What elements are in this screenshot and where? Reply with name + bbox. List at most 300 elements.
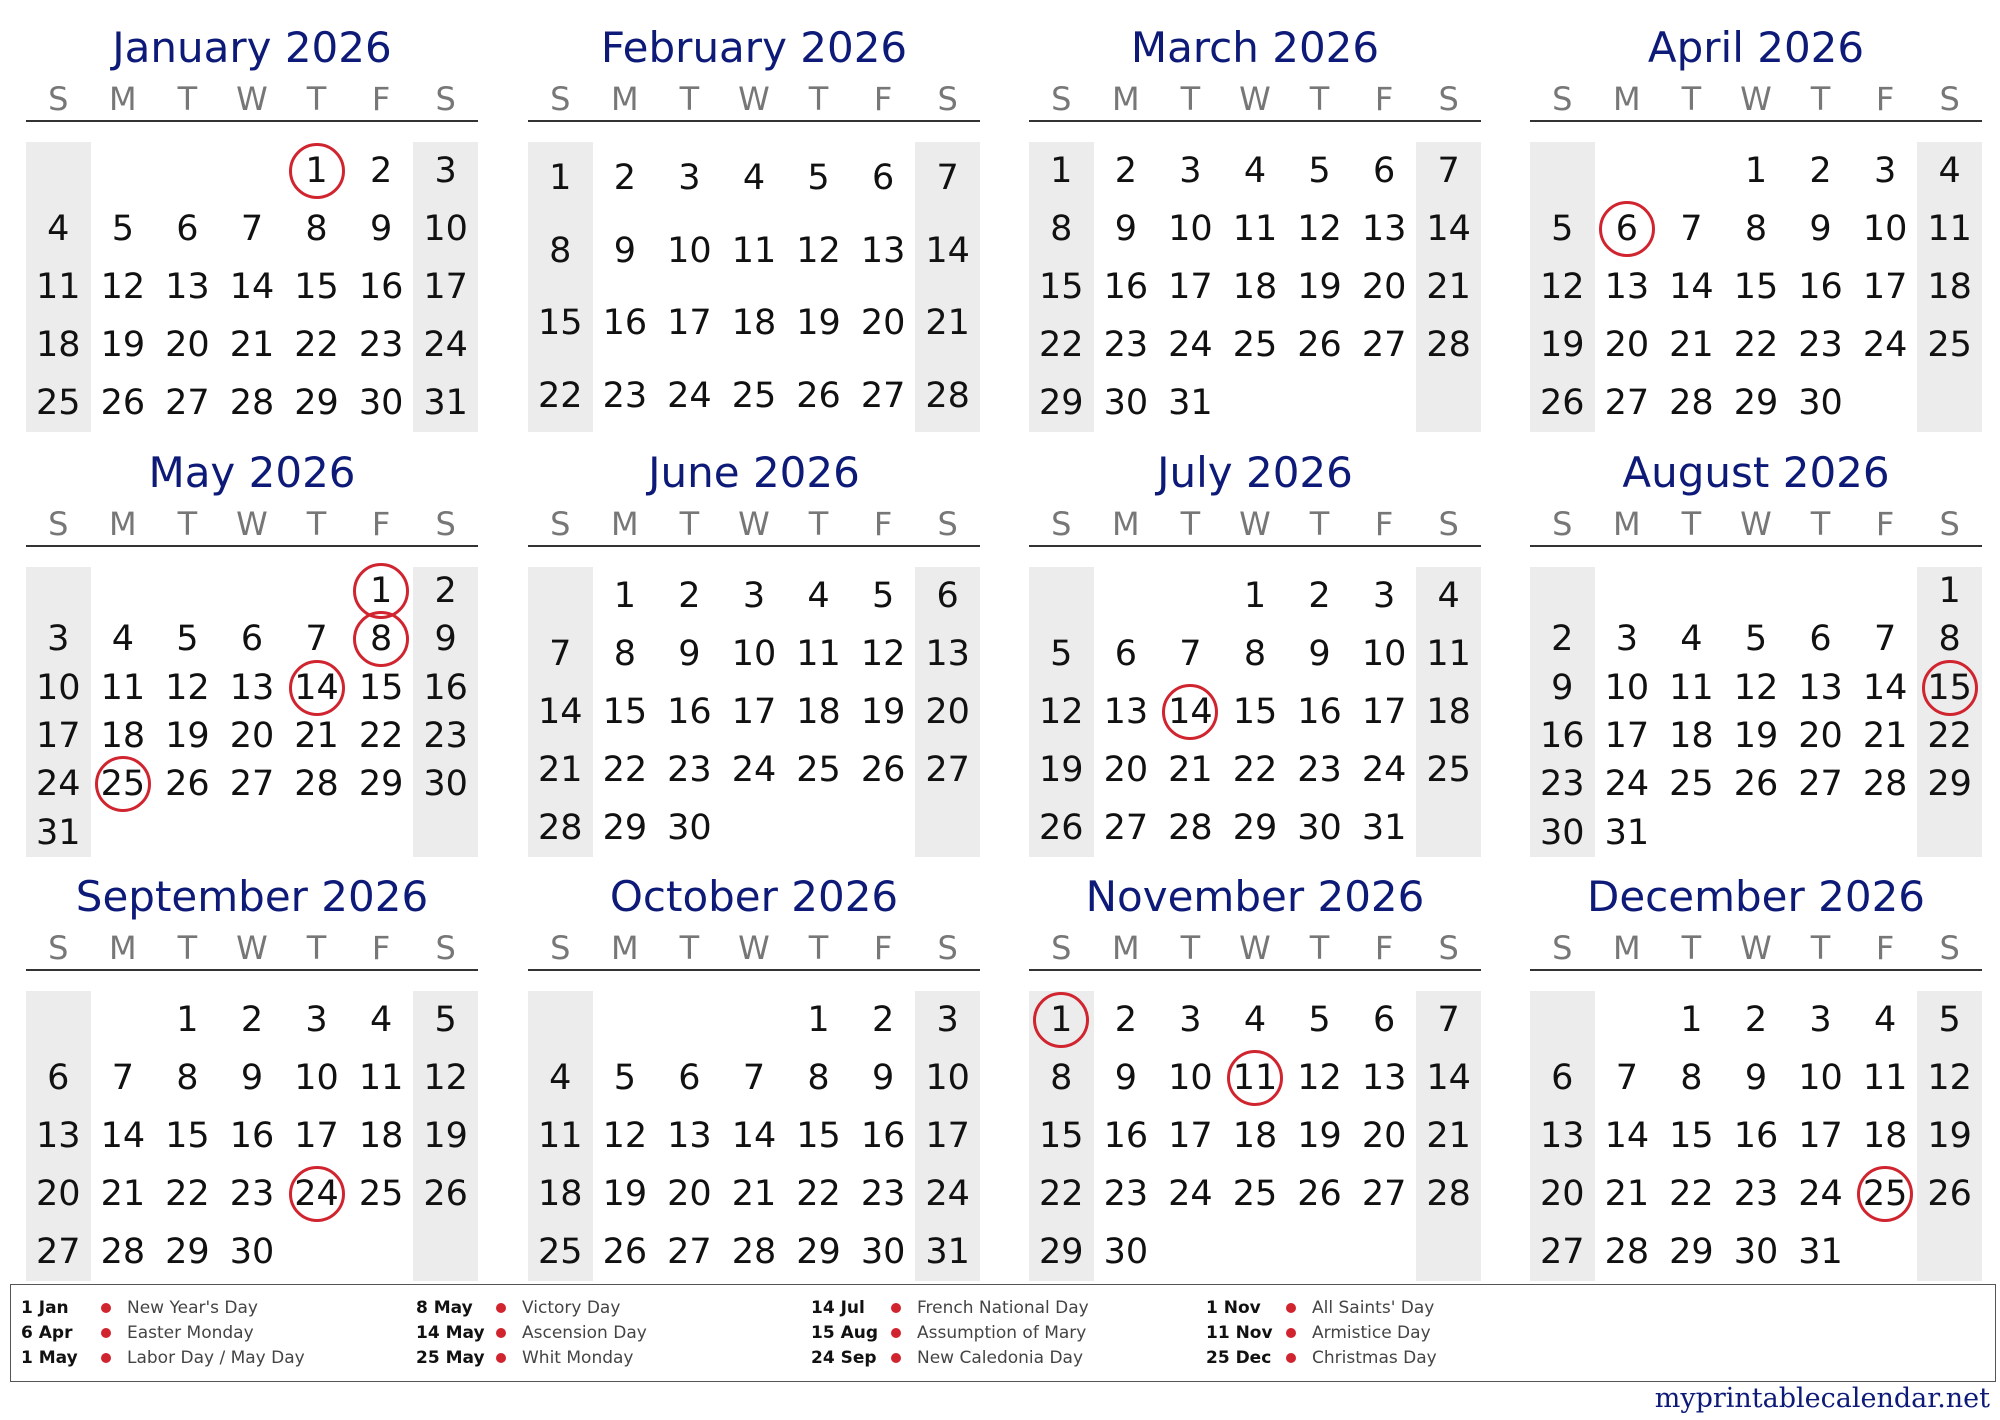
- day-cell[interactable]: [915, 1223, 980, 1281]
- day-cell[interactable]: [915, 741, 980, 799]
- day-cell[interactable]: [1659, 1107, 1724, 1165]
- day-cell[interactable]: [349, 258, 414, 316]
- day-cell[interactable]: [1917, 142, 1982, 200]
- day-cell[interactable]: [1094, 1049, 1159, 1107]
- day-cell[interactable]: [220, 1049, 285, 1107]
- day-cell[interactable]: [851, 1223, 916, 1281]
- day-cell[interactable]: [349, 1107, 414, 1165]
- day-cell[interactable]: [155, 316, 220, 374]
- day-cell[interactable]: [349, 712, 414, 760]
- day-cell[interactable]: [1853, 664, 1918, 712]
- day-cell[interactable]: [155, 200, 220, 258]
- day-cell[interactable]: [155, 664, 220, 712]
- day-cell[interactable]: [91, 316, 156, 374]
- day-cell[interactable]: [1094, 142, 1159, 200]
- day-cell[interactable]: [1788, 760, 1853, 808]
- day-cell[interactable]: [1223, 142, 1288, 200]
- day-cell[interactable]: [413, 142, 478, 200]
- day-cell[interactable]: [593, 1223, 658, 1281]
- day-cell[interactable]: [528, 1223, 593, 1281]
- day-cell[interactable]: [1094, 1223, 1159, 1281]
- day-cell[interactable]: [413, 1165, 478, 1223]
- day-cell[interactable]: [284, 258, 349, 316]
- holiday-day-cell[interactable]: [349, 615, 414, 663]
- day-cell[interactable]: [851, 215, 916, 288]
- day-cell[interactable]: [349, 142, 414, 200]
- day-cell[interactable]: [1158, 1049, 1223, 1107]
- day-cell[interactable]: [1595, 1223, 1660, 1281]
- day-cell[interactable]: [155, 1107, 220, 1165]
- day-cell[interactable]: [1094, 741, 1159, 799]
- day-cell[interactable]: [284, 1049, 349, 1107]
- day-cell[interactable]: [593, 799, 658, 857]
- day-cell[interactable]: [1223, 741, 1288, 799]
- day-cell[interactable]: [1595, 316, 1660, 374]
- day-cell[interactable]: [528, 142, 593, 215]
- day-cell[interactable]: [1352, 1107, 1417, 1165]
- day-cell[interactable]: [220, 760, 285, 808]
- day-cell[interactable]: [657, 1165, 722, 1223]
- day-cell[interactable]: [1917, 712, 1982, 760]
- day-cell[interactable]: [26, 1107, 91, 1165]
- day-cell[interactable]: [1788, 1049, 1853, 1107]
- day-cell[interactable]: [1094, 799, 1159, 857]
- day-cell[interactable]: [786, 741, 851, 799]
- day-cell[interactable]: [593, 1165, 658, 1223]
- day-cell[interactable]: [1917, 991, 1982, 1049]
- holiday-day-cell[interactable]: [91, 760, 156, 808]
- day-cell[interactable]: [786, 1049, 851, 1107]
- day-cell[interactable]: [91, 1165, 156, 1223]
- day-cell[interactable]: [1724, 258, 1789, 316]
- day-cell[interactable]: [1788, 1165, 1853, 1223]
- day-cell[interactable]: [1788, 1107, 1853, 1165]
- day-cell[interactable]: [349, 1165, 414, 1223]
- day-cell[interactable]: [1287, 625, 1352, 683]
- day-cell[interactable]: [786, 142, 851, 215]
- day-cell[interactable]: [1788, 374, 1853, 432]
- day-cell[interactable]: [1416, 567, 1481, 625]
- day-cell[interactable]: [528, 799, 593, 857]
- day-cell[interactable]: [657, 1223, 722, 1281]
- day-cell[interactable]: [1530, 1165, 1595, 1223]
- day-cell[interactable]: [851, 1107, 916, 1165]
- day-cell[interactable]: [851, 1165, 916, 1223]
- day-cell[interactable]: [91, 258, 156, 316]
- day-cell[interactable]: [593, 1049, 658, 1107]
- day-cell[interactable]: [1530, 760, 1595, 808]
- day-cell[interactable]: [851, 360, 916, 433]
- day-cell[interactable]: [1416, 142, 1481, 200]
- day-cell[interactable]: [1595, 258, 1660, 316]
- day-cell[interactable]: [349, 200, 414, 258]
- day-cell[interactable]: [722, 1049, 787, 1107]
- day-cell[interactable]: [1416, 200, 1481, 258]
- day-cell[interactable]: [915, 360, 980, 433]
- day-cell[interactable]: [26, 1165, 91, 1223]
- day-cell[interactable]: [1853, 1107, 1918, 1165]
- day-cell[interactable]: [1724, 1223, 1789, 1281]
- day-cell[interactable]: [1223, 1107, 1288, 1165]
- day-cell[interactable]: [1158, 1165, 1223, 1223]
- day-cell[interactable]: [413, 374, 478, 432]
- day-cell[interactable]: [1416, 1049, 1481, 1107]
- day-cell[interactable]: [1287, 258, 1352, 316]
- day-cell[interactable]: [1788, 712, 1853, 760]
- day-cell[interactable]: [91, 664, 156, 712]
- day-cell[interactable]: [593, 1107, 658, 1165]
- day-cell[interactable]: [1352, 1165, 1417, 1223]
- day-cell[interactable]: [915, 1049, 980, 1107]
- day-cell[interactable]: [1158, 1107, 1223, 1165]
- day-cell[interactable]: [722, 287, 787, 360]
- day-cell[interactable]: [1724, 1165, 1789, 1223]
- day-cell[interactable]: [220, 1107, 285, 1165]
- day-cell[interactable]: [1853, 712, 1918, 760]
- day-cell[interactable]: [851, 625, 916, 683]
- day-cell[interactable]: [851, 142, 916, 215]
- day-cell[interactable]: [1530, 374, 1595, 432]
- day-cell[interactable]: [1352, 142, 1417, 200]
- day-cell[interactable]: [915, 991, 980, 1049]
- day-cell[interactable]: [1595, 809, 1660, 857]
- holiday-day-cell[interactable]: [1158, 683, 1223, 741]
- day-cell[interactable]: [1158, 316, 1223, 374]
- day-cell[interactable]: [1853, 142, 1918, 200]
- day-cell[interactable]: [26, 809, 91, 857]
- day-cell[interactable]: [915, 215, 980, 288]
- day-cell[interactable]: [1595, 1049, 1660, 1107]
- day-cell[interactable]: [915, 142, 980, 215]
- day-cell[interactable]: [851, 287, 916, 360]
- day-cell[interactable]: [1287, 1049, 1352, 1107]
- day-cell[interactable]: [1287, 799, 1352, 857]
- holiday-day-cell[interactable]: [284, 1165, 349, 1223]
- day-cell[interactable]: [1724, 316, 1789, 374]
- day-cell[interactable]: [220, 712, 285, 760]
- day-cell[interactable]: [1595, 712, 1660, 760]
- day-cell[interactable]: [1416, 1165, 1481, 1223]
- holiday-day-cell[interactable]: [1917, 664, 1982, 712]
- day-cell[interactable]: [1223, 625, 1288, 683]
- day-cell[interactable]: [1788, 258, 1853, 316]
- day-cell[interactable]: [1094, 1107, 1159, 1165]
- day-cell[interactable]: [593, 287, 658, 360]
- day-cell[interactable]: [1223, 316, 1288, 374]
- day-cell[interactable]: [284, 374, 349, 432]
- day-cell[interactable]: [657, 741, 722, 799]
- day-cell[interactable]: [1595, 664, 1660, 712]
- day-cell[interactable]: [1917, 200, 1982, 258]
- day-cell[interactable]: [413, 258, 478, 316]
- day-cell[interactable]: [413, 200, 478, 258]
- day-cell[interactable]: [155, 760, 220, 808]
- day-cell[interactable]: [593, 215, 658, 288]
- day-cell[interactable]: [155, 712, 220, 760]
- day-cell[interactable]: [1530, 809, 1595, 857]
- day-cell[interactable]: [1287, 567, 1352, 625]
- day-cell[interactable]: [1659, 1223, 1724, 1281]
- day-cell[interactable]: [786, 683, 851, 741]
- day-cell[interactable]: [349, 760, 414, 808]
- day-cell[interactable]: [786, 287, 851, 360]
- day-cell[interactable]: [1352, 741, 1417, 799]
- day-cell[interactable]: [220, 615, 285, 663]
- holiday-day-cell[interactable]: [1853, 1165, 1918, 1223]
- day-cell[interactable]: [413, 1049, 478, 1107]
- day-cell[interactable]: [657, 1107, 722, 1165]
- day-cell[interactable]: [1094, 200, 1159, 258]
- day-cell[interactable]: [349, 664, 414, 712]
- day-cell[interactable]: [1029, 142, 1094, 200]
- day-cell[interactable]: [1416, 258, 1481, 316]
- day-cell[interactable]: [915, 567, 980, 625]
- day-cell[interactable]: [284, 200, 349, 258]
- day-cell[interactable]: [593, 683, 658, 741]
- day-cell[interactable]: [349, 316, 414, 374]
- day-cell[interactable]: [1917, 1049, 1982, 1107]
- day-cell[interactable]: [1788, 142, 1853, 200]
- day-cell[interactable]: [1223, 991, 1288, 1049]
- day-cell[interactable]: [284, 316, 349, 374]
- day-cell[interactable]: [1029, 1165, 1094, 1223]
- day-cell[interactable]: [1530, 1049, 1595, 1107]
- day-cell[interactable]: [722, 1223, 787, 1281]
- day-cell[interactable]: [1223, 200, 1288, 258]
- day-cell[interactable]: [1595, 760, 1660, 808]
- day-cell[interactable]: [26, 1223, 91, 1281]
- day-cell[interactable]: [220, 200, 285, 258]
- day-cell[interactable]: [1724, 615, 1789, 663]
- day-cell[interactable]: [1659, 615, 1724, 663]
- day-cell[interactable]: [1094, 316, 1159, 374]
- day-cell[interactable]: [413, 760, 478, 808]
- day-cell[interactable]: [1788, 316, 1853, 374]
- day-cell[interactable]: [528, 1107, 593, 1165]
- day-cell[interactable]: [915, 625, 980, 683]
- day-cell[interactable]: [413, 664, 478, 712]
- day-cell[interactable]: [786, 625, 851, 683]
- day-cell[interactable]: [786, 991, 851, 1049]
- site-credit[interactable]: myprintablecalendar.net: [1654, 1383, 1990, 1414]
- day-cell[interactable]: [1029, 1049, 1094, 1107]
- day-cell[interactable]: [1287, 683, 1352, 741]
- day-cell[interactable]: [1287, 142, 1352, 200]
- day-cell[interactable]: [786, 567, 851, 625]
- day-cell[interactable]: [91, 1107, 156, 1165]
- day-cell[interactable]: [657, 799, 722, 857]
- day-cell[interactable]: [284, 1107, 349, 1165]
- day-cell[interactable]: [1094, 683, 1159, 741]
- day-cell[interactable]: [1352, 683, 1417, 741]
- day-cell[interactable]: [1029, 1107, 1094, 1165]
- day-cell[interactable]: [1595, 1107, 1660, 1165]
- day-cell[interactable]: [220, 1165, 285, 1223]
- day-cell[interactable]: [851, 683, 916, 741]
- day-cell[interactable]: [1595, 374, 1660, 432]
- day-cell[interactable]: [26, 664, 91, 712]
- holiday-day-cell[interactable]: [1595, 200, 1660, 258]
- day-cell[interactable]: [1530, 200, 1595, 258]
- day-cell[interactable]: [1094, 1165, 1159, 1223]
- day-cell[interactable]: [1595, 1165, 1660, 1223]
- day-cell[interactable]: [1158, 799, 1223, 857]
- day-cell[interactable]: [1724, 712, 1789, 760]
- day-cell[interactable]: [1724, 1049, 1789, 1107]
- day-cell[interactable]: [1853, 991, 1918, 1049]
- day-cell[interactable]: [1094, 258, 1159, 316]
- day-cell[interactable]: [220, 374, 285, 432]
- holiday-day-cell[interactable]: [284, 664, 349, 712]
- day-cell[interactable]: [284, 991, 349, 1049]
- day-cell[interactable]: [1659, 760, 1724, 808]
- day-cell[interactable]: [284, 615, 349, 663]
- day-cell[interactable]: [26, 374, 91, 432]
- day-cell[interactable]: [1853, 615, 1918, 663]
- day-cell[interactable]: [284, 712, 349, 760]
- day-cell[interactable]: [722, 567, 787, 625]
- day-cell[interactable]: [349, 991, 414, 1049]
- day-cell[interactable]: [26, 258, 91, 316]
- day-cell[interactable]: [1788, 200, 1853, 258]
- day-cell[interactable]: [1287, 1107, 1352, 1165]
- day-cell[interactable]: [1530, 258, 1595, 316]
- day-cell[interactable]: [593, 741, 658, 799]
- day-cell[interactable]: [657, 360, 722, 433]
- day-cell[interactable]: [155, 615, 220, 663]
- day-cell[interactable]: [1724, 200, 1789, 258]
- day-cell[interactable]: [220, 258, 285, 316]
- day-cell[interactable]: [413, 712, 478, 760]
- day-cell[interactable]: [1724, 991, 1789, 1049]
- day-cell[interactable]: [1287, 1165, 1352, 1223]
- day-cell[interactable]: [413, 567, 478, 615]
- day-cell[interactable]: [1287, 200, 1352, 258]
- day-cell[interactable]: [1352, 625, 1417, 683]
- day-cell[interactable]: [657, 1049, 722, 1107]
- day-cell[interactable]: [851, 991, 916, 1049]
- day-cell[interactable]: [528, 1165, 593, 1223]
- day-cell[interactable]: [1853, 200, 1918, 258]
- day-cell[interactable]: [528, 287, 593, 360]
- day-cell[interactable]: [1352, 200, 1417, 258]
- day-cell[interactable]: [1416, 741, 1481, 799]
- day-cell[interactable]: [26, 760, 91, 808]
- day-cell[interactable]: [1223, 683, 1288, 741]
- day-cell[interactable]: [1917, 258, 1982, 316]
- day-cell[interactable]: [1530, 316, 1595, 374]
- day-cell[interactable]: [1788, 1223, 1853, 1281]
- day-cell[interactable]: [1029, 741, 1094, 799]
- day-cell[interactable]: [155, 1165, 220, 1223]
- day-cell[interactable]: [155, 1049, 220, 1107]
- day-cell[interactable]: [349, 374, 414, 432]
- day-cell[interactable]: [1158, 200, 1223, 258]
- day-cell[interactable]: [1659, 712, 1724, 760]
- day-cell[interactable]: [1659, 374, 1724, 432]
- day-cell[interactable]: [1659, 664, 1724, 712]
- day-cell[interactable]: [1029, 258, 1094, 316]
- day-cell[interactable]: [413, 1107, 478, 1165]
- day-cell[interactable]: [657, 567, 722, 625]
- day-cell[interactable]: [1158, 625, 1223, 683]
- day-cell[interactable]: [1659, 991, 1724, 1049]
- day-cell[interactable]: [1352, 258, 1417, 316]
- day-cell[interactable]: [657, 215, 722, 288]
- day-cell[interactable]: [1029, 374, 1094, 432]
- day-cell[interactable]: [1659, 316, 1724, 374]
- day-cell[interactable]: [91, 1223, 156, 1281]
- day-cell[interactable]: [528, 625, 593, 683]
- day-cell[interactable]: [915, 1165, 980, 1223]
- day-cell[interactable]: [220, 664, 285, 712]
- day-cell[interactable]: [284, 760, 349, 808]
- day-cell[interactable]: [26, 615, 91, 663]
- day-cell[interactable]: [915, 683, 980, 741]
- day-cell[interactable]: [1223, 1165, 1288, 1223]
- day-cell[interactable]: [1029, 316, 1094, 374]
- day-cell[interactable]: [91, 712, 156, 760]
- day-cell[interactable]: [1853, 760, 1918, 808]
- day-cell[interactable]: [593, 567, 658, 625]
- day-cell[interactable]: [528, 683, 593, 741]
- day-cell[interactable]: [1530, 615, 1595, 663]
- day-cell[interactable]: [593, 360, 658, 433]
- day-cell[interactable]: [593, 142, 658, 215]
- day-cell[interactable]: [1853, 316, 1918, 374]
- day-cell[interactable]: [1094, 625, 1159, 683]
- day-cell[interactable]: [413, 991, 478, 1049]
- day-cell[interactable]: [1788, 664, 1853, 712]
- day-cell[interactable]: [1158, 258, 1223, 316]
- day-cell[interactable]: [1352, 1049, 1417, 1107]
- day-cell[interactable]: [722, 625, 787, 683]
- day-cell[interactable]: [1724, 760, 1789, 808]
- day-cell[interactable]: [786, 360, 851, 433]
- day-cell[interactable]: [155, 258, 220, 316]
- day-cell[interactable]: [1917, 760, 1982, 808]
- day-cell[interactable]: [1029, 683, 1094, 741]
- day-cell[interactable]: [1788, 615, 1853, 663]
- day-cell[interactable]: [1352, 316, 1417, 374]
- day-cell[interactable]: [722, 215, 787, 288]
- day-cell[interactable]: [1352, 567, 1417, 625]
- day-cell[interactable]: [91, 200, 156, 258]
- day-cell[interactable]: [1917, 567, 1982, 615]
- day-cell[interactable]: [1029, 799, 1094, 857]
- day-cell[interactable]: [1724, 664, 1789, 712]
- day-cell[interactable]: [1530, 664, 1595, 712]
- day-cell[interactable]: [91, 615, 156, 663]
- day-cell[interactable]: [220, 991, 285, 1049]
- day-cell[interactable]: [1416, 1107, 1481, 1165]
- day-cell[interactable]: [413, 316, 478, 374]
- day-cell[interactable]: [528, 741, 593, 799]
- day-cell[interactable]: [1223, 567, 1288, 625]
- day-cell[interactable]: [349, 1049, 414, 1107]
- holiday-day-cell[interactable]: [349, 567, 414, 615]
- day-cell[interactable]: [91, 374, 156, 432]
- day-cell[interactable]: [786, 215, 851, 288]
- day-cell[interactable]: [528, 215, 593, 288]
- day-cell[interactable]: [1158, 374, 1223, 432]
- day-cell[interactable]: [1029, 200, 1094, 258]
- day-cell[interactable]: [1223, 258, 1288, 316]
- day-cell[interactable]: [1416, 316, 1481, 374]
- day-cell[interactable]: [786, 1223, 851, 1281]
- day-cell[interactable]: [722, 1165, 787, 1223]
- day-cell[interactable]: [915, 287, 980, 360]
